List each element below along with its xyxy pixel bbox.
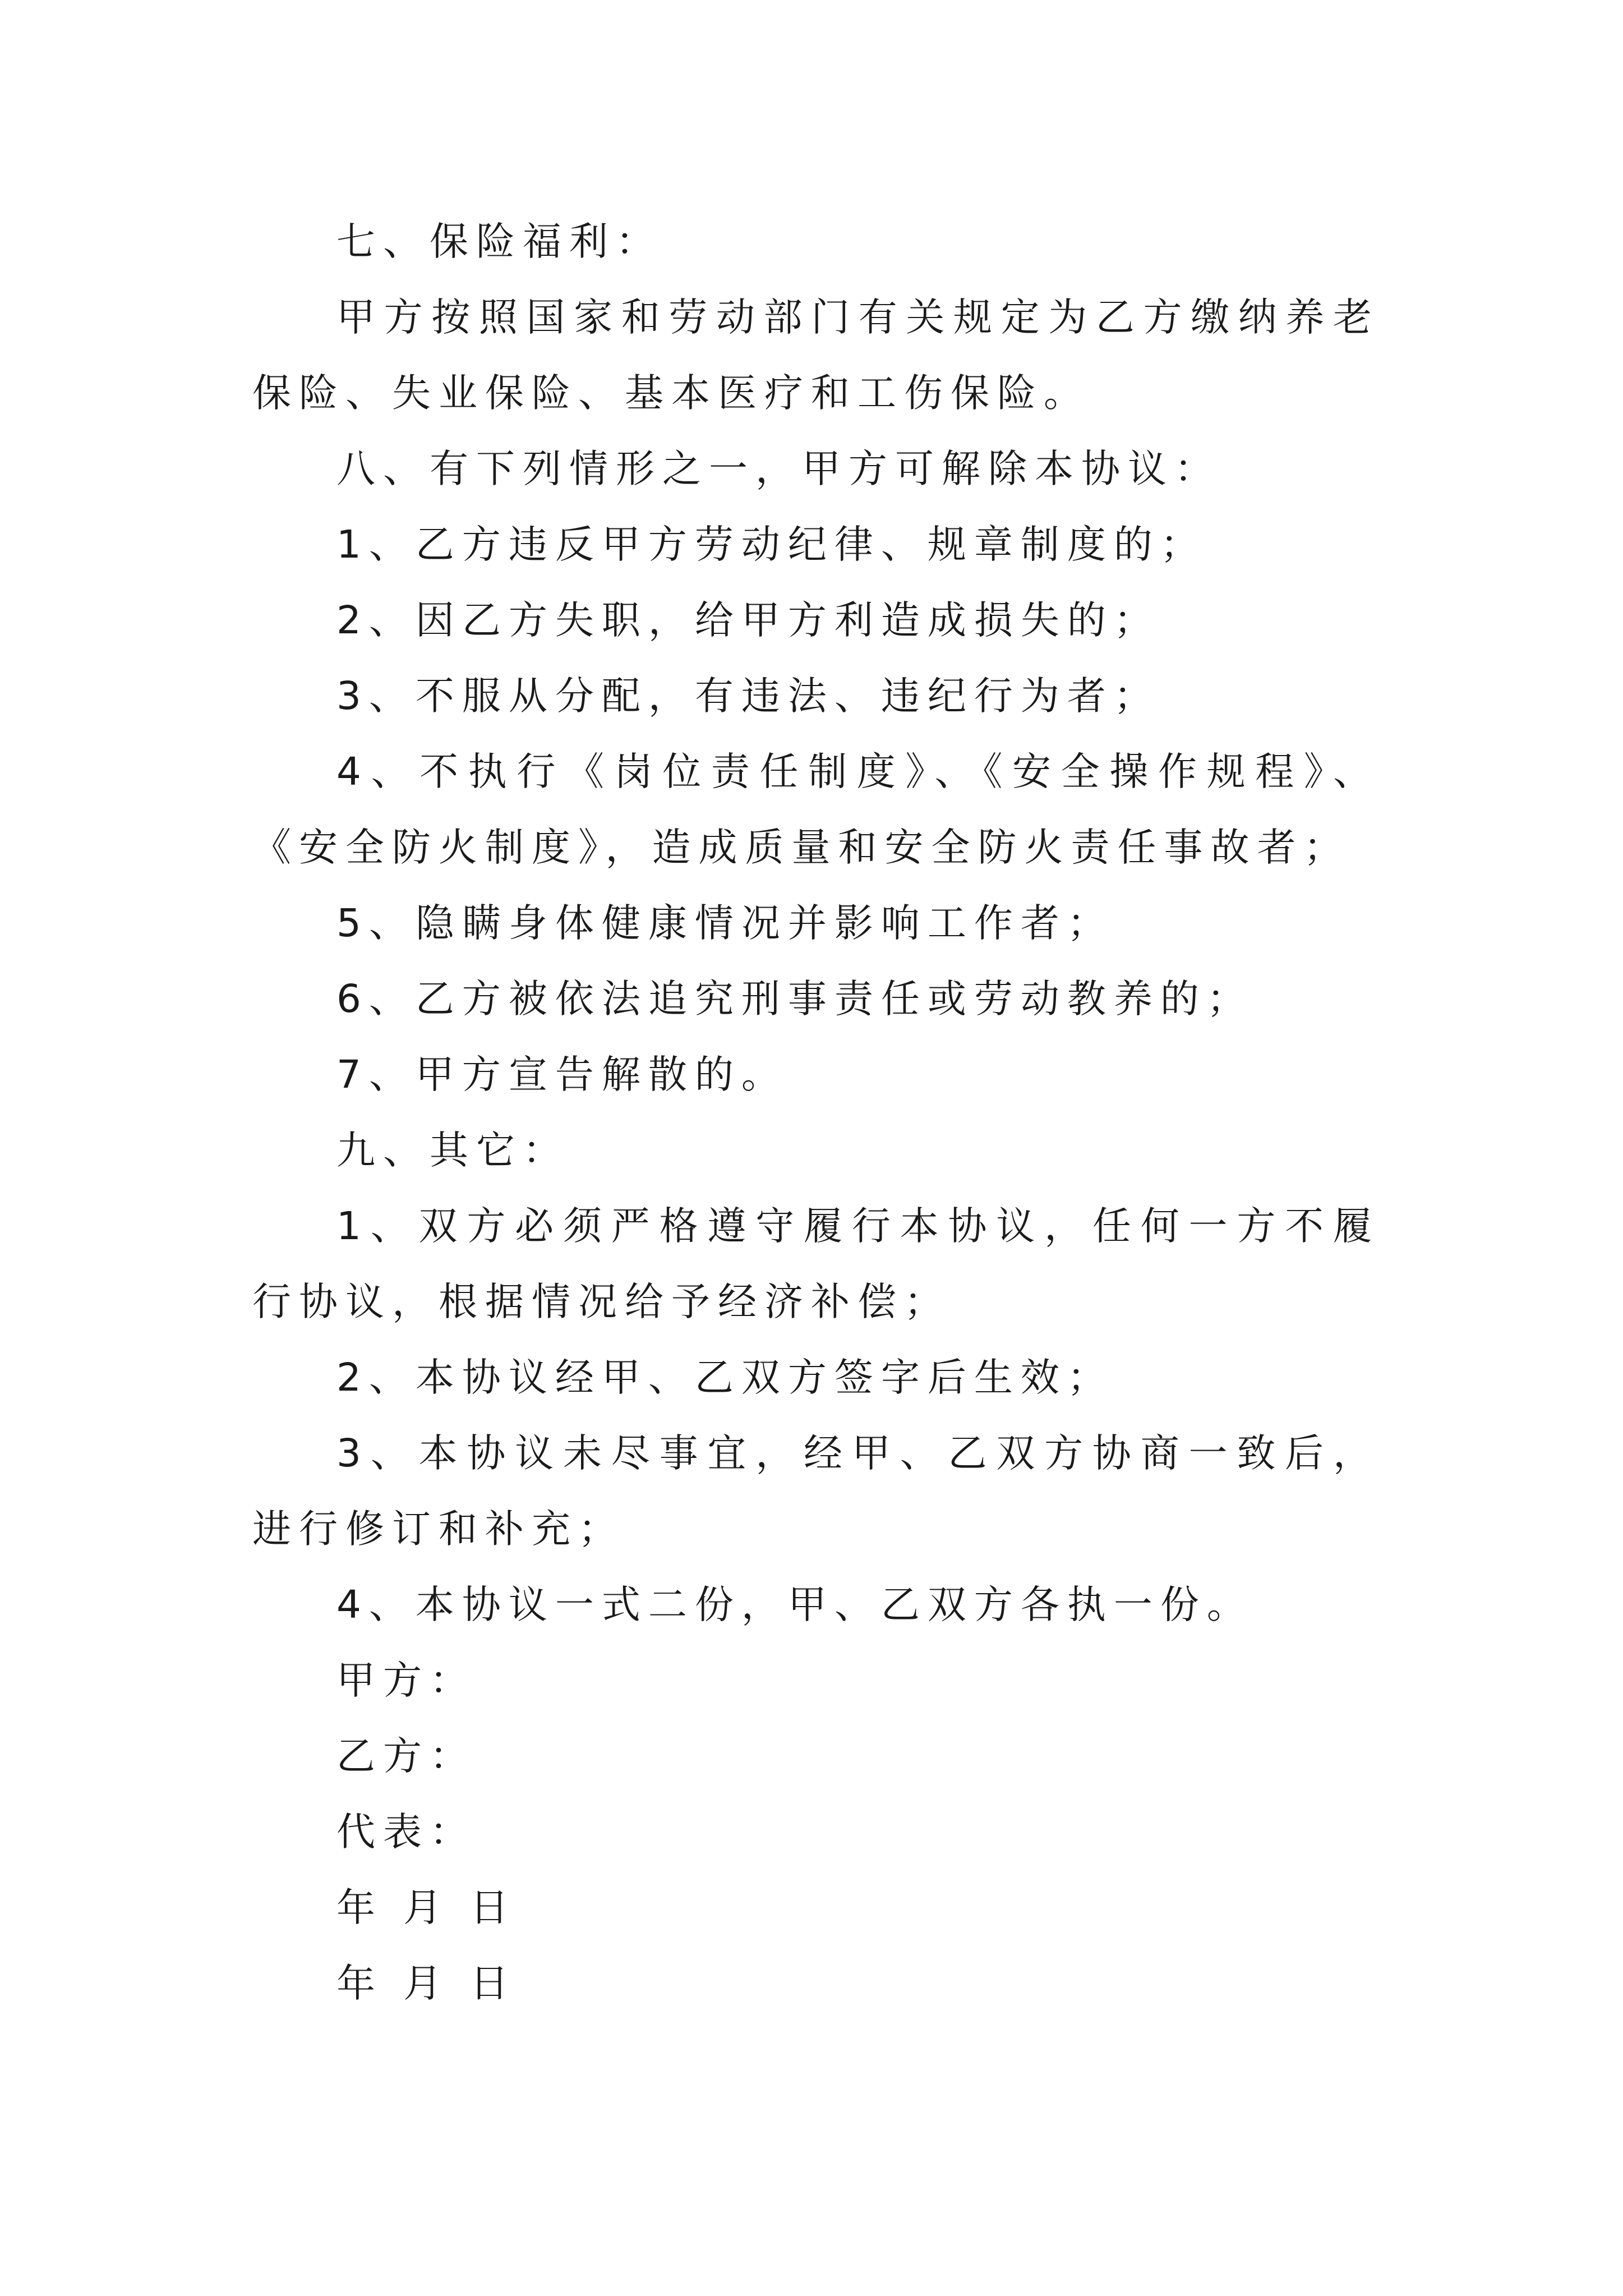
other-item-3: 3、本协议未尽事宜，经甲、乙双方协商一致后，进行修订和补充； — [252, 1431, 1380, 1552]
other-item-2: 2、本协议经甲、乙双方签字后生效； — [336, 1355, 1114, 1400]
other-item-4: 4、本协议一式二份，甲、乙双方各执一份。 — [336, 1582, 1253, 1627]
termination-item-7: 7、甲方宣告解散的。 — [336, 1052, 788, 1097]
section-heading-other: 九、其它： — [336, 1128, 569, 1173]
signature-party-a: 甲方： — [336, 1658, 476, 1703]
document-body — [252, 216, 1380, 2033]
paragraph-insurance: 甲方按照国家和劳动部门有关规定为乙方缴纳养老保险、失业保险、基本医疗和工伤保险。 — [252, 295, 1380, 416]
section-heading-termination: 八、有下列情形之一，甲方可解除本协议： — [336, 447, 1221, 491]
signature-party-b: 乙方： — [336, 1734, 476, 1779]
termination-item-4: 4、不执行《岗位责任制度》、《安全操作规程》、《安全防火制度》，造成质量和安全防火责任事故者； — [252, 749, 1380, 870]
termination-item-3: 3、不服从分配，有违法、违纪行为者； — [336, 674, 1160, 719]
other-item-1: 1、双方必须严格遵守履行本协议，任何一方不履行协议，根据情况给予经济补偿； — [252, 1204, 1380, 1324]
signature-representative: 代表： — [336, 1810, 476, 1855]
signature-date-1: 年 月 日 — [336, 1885, 517, 1930]
termination-item-2: 2、因乙方失职，给甲方利造成损失的； — [336, 598, 1160, 643]
termination-item-1: 1、乙方违反甲方劳动纪律、规章制度的； — [336, 522, 1207, 567]
signature-date-2: 年 月 日 — [336, 1961, 517, 2006]
section-heading-insurance: 七、保险福利： — [336, 219, 662, 264]
termination-item-6: 6、乙方被依法追究刑事责任或劳动教养的； — [336, 977, 1253, 1022]
termination-item-5: 5、隐瞒身体健康情况并影响工作者； — [336, 901, 1114, 946]
